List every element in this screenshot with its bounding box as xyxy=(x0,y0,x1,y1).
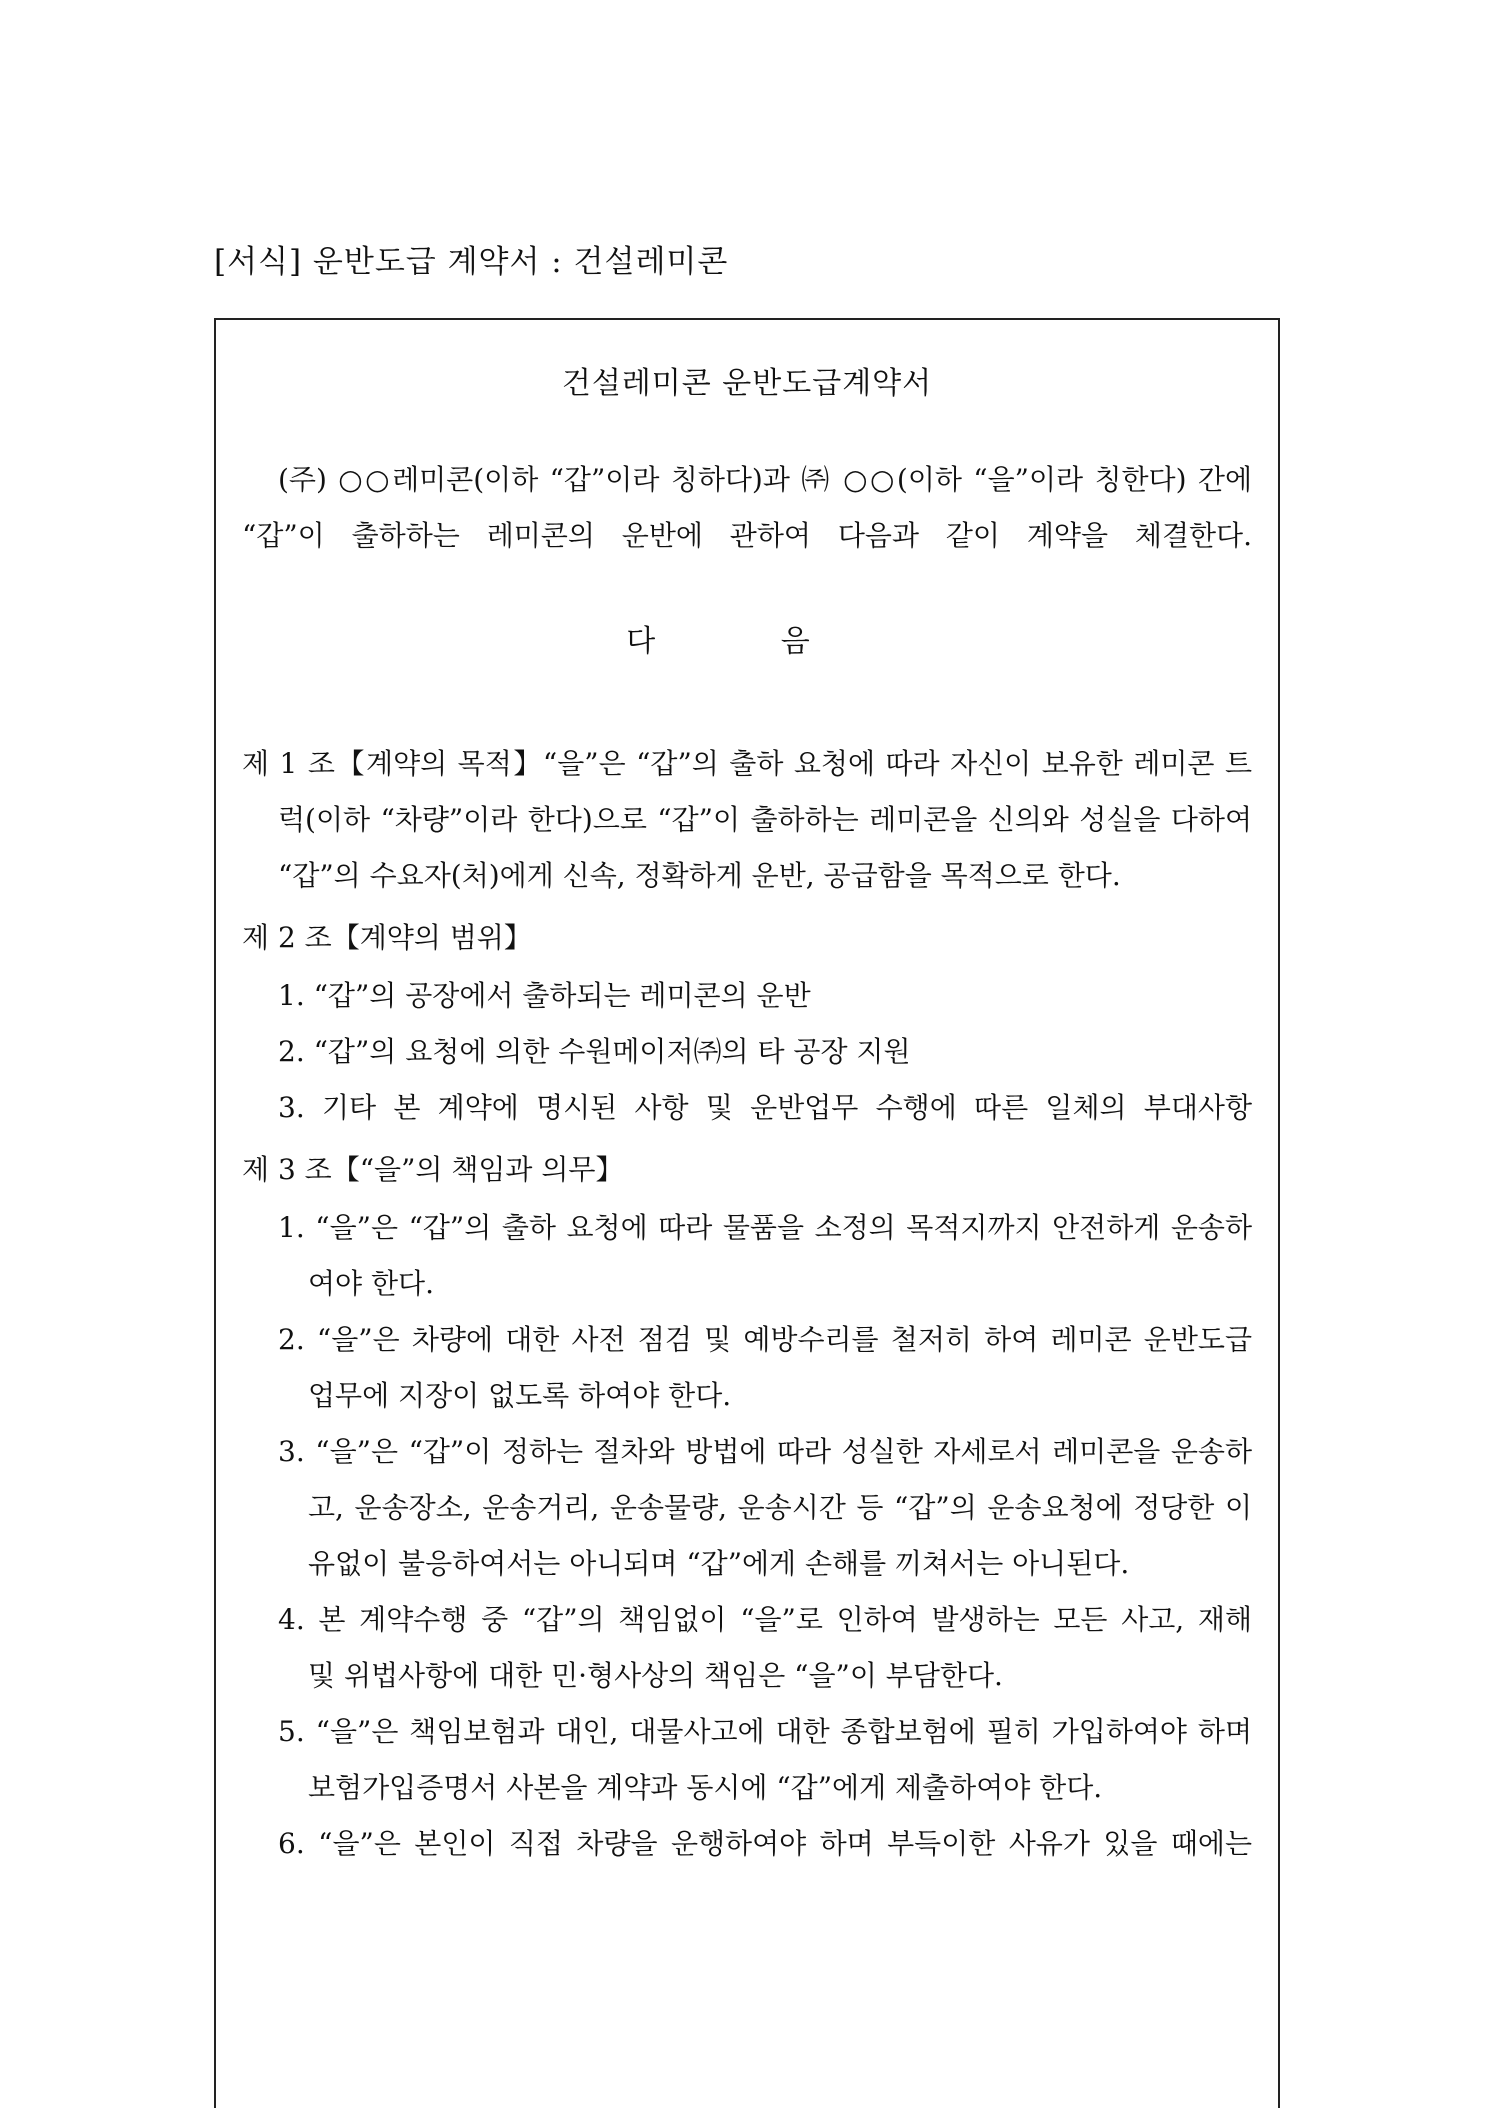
article-2-item-3: 3. 기타 본 계약에 명시된 사항 및 운반업무 수행에 따른 일체의 부대사항 xyxy=(278,1091,1252,1124)
preamble-line-2: “갑”이 출하하는 레미콘의 운반에 관하여 다음과 같이 계약을 체결한다. xyxy=(242,519,1252,552)
document-title: 건설레미콘 운반도급계약서 xyxy=(561,366,933,401)
article-1-line-3: “갑”의 수요자(처)에게 신속, 정확하게 운반, 공급함을 목적으로 한다. xyxy=(278,859,1121,892)
article-3-item-3-line-3: 유없이 불응하여서는 아니되며 “갑”에게 손해를 끼쳐서는 아니된다. xyxy=(308,1547,1130,1580)
article-3-item-4-line-2: 및 위법사항에 대한 민·형사상의 책임은 “을”이 부담한다. xyxy=(308,1659,1003,1692)
article-3-item-2-line-1: 2. “을”은 차량에 대한 사전 점검 및 예방수리를 철저히 하여 레미콘 운반도급 xyxy=(278,1323,1252,1356)
article-3-item-3-line-1: 3. “을”은 “갑”이 정하는 절차와 방법에 따라 성실한 자세로서 레미콘을 운송하 xyxy=(278,1435,1252,1468)
article-1-line-2: 럭(이하 “차량”이라 한다)으로 “갑”이 출하하는 레미콘을 신의와 성실을 다하여 xyxy=(278,803,1252,836)
article-2-item-1: 1. “갑”의 공장에서 출하되는 레미콘의 운반 xyxy=(278,979,811,1012)
article-3-item-1-line-2: 여야 한다. xyxy=(308,1267,434,1300)
contract-document xyxy=(214,318,1280,2108)
article-3-item-4-line-1: 4. 본 계약수행 중 “갑”의 책임없이 “을”로 인하여 발생하는 모든 사고, 재해 xyxy=(278,1603,1252,1636)
article-3-item-1-line-1: 1. “을”은 “갑”의 출하 요청에 따라 물품을 소정의 목적지까지 안전하게 운송하 xyxy=(278,1211,1252,1244)
form-label: [서식] 운반도급 계약서 : 건설레미콘 xyxy=(214,244,729,280)
article-3-title: 제 3 조【“을”의 책임과 의무】 xyxy=(242,1153,624,1186)
article-3-item-6-line-1: 6. “을”은 본인이 직접 차량을 운행하여야 하며 부득이한 사유가 있을 때에는 xyxy=(278,1827,1252,1860)
section-heading: 다 음 xyxy=(626,624,868,659)
preamble-line-1: (주) ○○레미콘(이하 “갑”이라 칭하다)과 ㈜ ○○(이하 “을”이라 칭한다) 간에 xyxy=(278,463,1252,496)
article-3-item-3-line-2: 고, 운송장소, 운송거리, 운송물량, 운송시간 등 “갑”의 운송요청에 정당한 이 xyxy=(308,1491,1252,1524)
article-2-item-2: 2. “갑”의 요청에 의한 수원메이저㈜의 타 공장 지원 xyxy=(278,1035,911,1068)
article-2-title: 제 2 조【계약의 범위】 xyxy=(242,921,532,954)
article-3-item-5-line-1: 5. “을”은 책임보험과 대인, 대물사고에 대한 종합보험에 필히 가입하여야 하며 xyxy=(278,1715,1252,1748)
article-3-item-2-line-2: 업무에 지장이 없도록 하여야 한다. xyxy=(308,1379,732,1412)
article-1-line-1: 제 1 조【계약의 목적】“을”은 “갑”의 출하 요청에 따라 자신이 보유한 레미콘 트 xyxy=(242,747,1252,780)
article-3-item-5-line-2: 보험가입증명서 사본을 계약과 동시에 “갑”에게 제출하여야 한다. xyxy=(308,1771,1103,1804)
